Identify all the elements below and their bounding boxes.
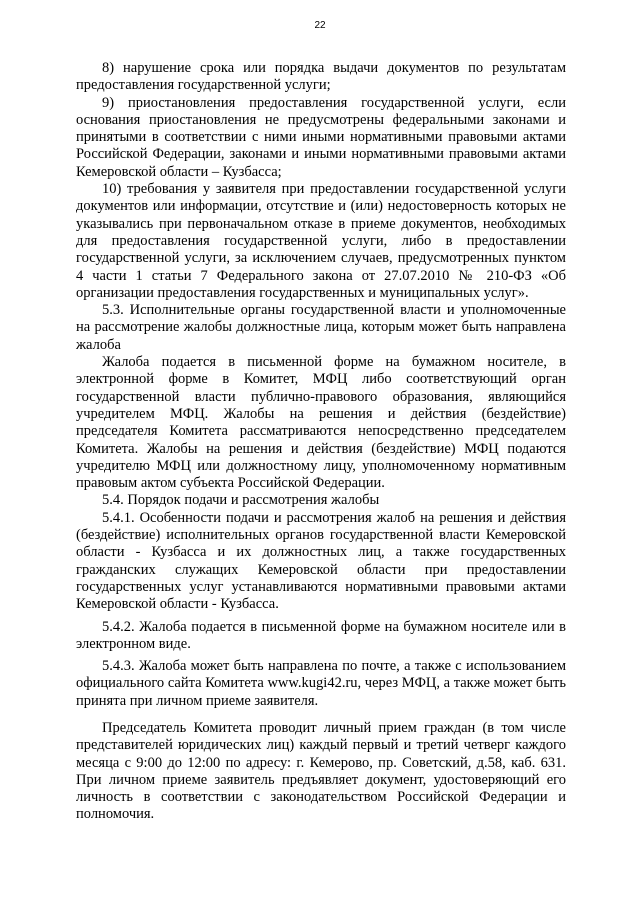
paragraph-item-9: 9) приостановления предоставления государственной услуги, если основания приостановления не предусмотрены федеральными законами и принятыми в соответствии с ними иными нормативными правовыми актами Российской Федерации, законами и иными нормативными правовыми актами Кемеровской области – Кузбасса; xyxy=(76,94,566,180)
section-5-4-3-paragraph: 5.4.3. Жалоба может быть направлена по почте, а также с использованием официального сайта Комитета www.kugi42.ru, через МФЦ, а также может быть принята при личном приеме заявителя. xyxy=(76,658,566,709)
section-5-4-1-paragraph: 5.4.1. Особенности подачи и рассмотрения жалоб на решения и действия (бездействие) исполнительных органов государственной власти Кемеровской области - Кузбасса и их должностных лиц, а также государственных гражданских служащих Кемеровской области при предоставлении государственных услуг устанавливаются нормативными правовыми актами Кемеровской области - Кузбасса. xyxy=(76,509,566,613)
personal-reception-paragraph: Председатель Комитета проводит личный прием граждан (в том числе представителей юридических лиц) каждый первый и третий четверг каждого месяца с 9:00 до 12:00 по адресу: г. Кемерово, пр. Советский, д.58, каб. 631. При личном приеме заявитель предъявляет документ, удостоверяющий его личность в соответствии с законодательством Российской Федерации и полномочия. xyxy=(76,719,566,823)
complaint-submission-paragraph: Жалоба подается в письменной форме на бумажном носителе, в электронной форме в Комитет, МФЦ либо соответствующий орган государственной власти публично-правового образования, являющийся учредителем МФЦ. Жалобы на решения и действия (бездействие) председателя Комитета рассматриваются непосредственно председателем Комитета. Жалобы на решения и действия (бездействие) МФЦ подаются учредителю МФЦ или должностному лицу, уполномоченному нормативным правовым актом субъекта Российской Федерации. xyxy=(76,354,566,492)
section-5-4-2-paragraph: 5.4.2. Жалоба подается в письменной форме на бумажном носителе или в электронном виде. xyxy=(76,618,566,652)
section-5-4-heading: 5.4. Порядок подачи и рассмотрения жалобы xyxy=(102,492,380,509)
page-number: 22 xyxy=(314,20,326,31)
section-5-3-heading: 5.3. Исполнительные органы государственной власти и уполномоченные на рассмотрение жалобы должностные лица, которым может быть направлена жалоба xyxy=(76,302,566,353)
document-body xyxy=(76,60,566,824)
paragraph-item-8: 8) нарушение срока или порядка выдачи документов по результатам предоставления государственной услуги; xyxy=(76,60,566,94)
paragraph-item-10: 10) требования у заявителя при предоставлении государственной услуги документов или информации, отсутствие и (или) недостоверность которых не указывались при первоначальном отказе в приеме документов, необходимых для предоставления государственной услуги, либо в предоставлении государственной услуги, за исключением случаев, предусмотренных пунктом 4 части 1 статьи 7 Федерального закона от 27.07.2010 № 210-ФЗ «Об организации предоставления государственных и муниципальных услуг». xyxy=(76,181,566,301)
